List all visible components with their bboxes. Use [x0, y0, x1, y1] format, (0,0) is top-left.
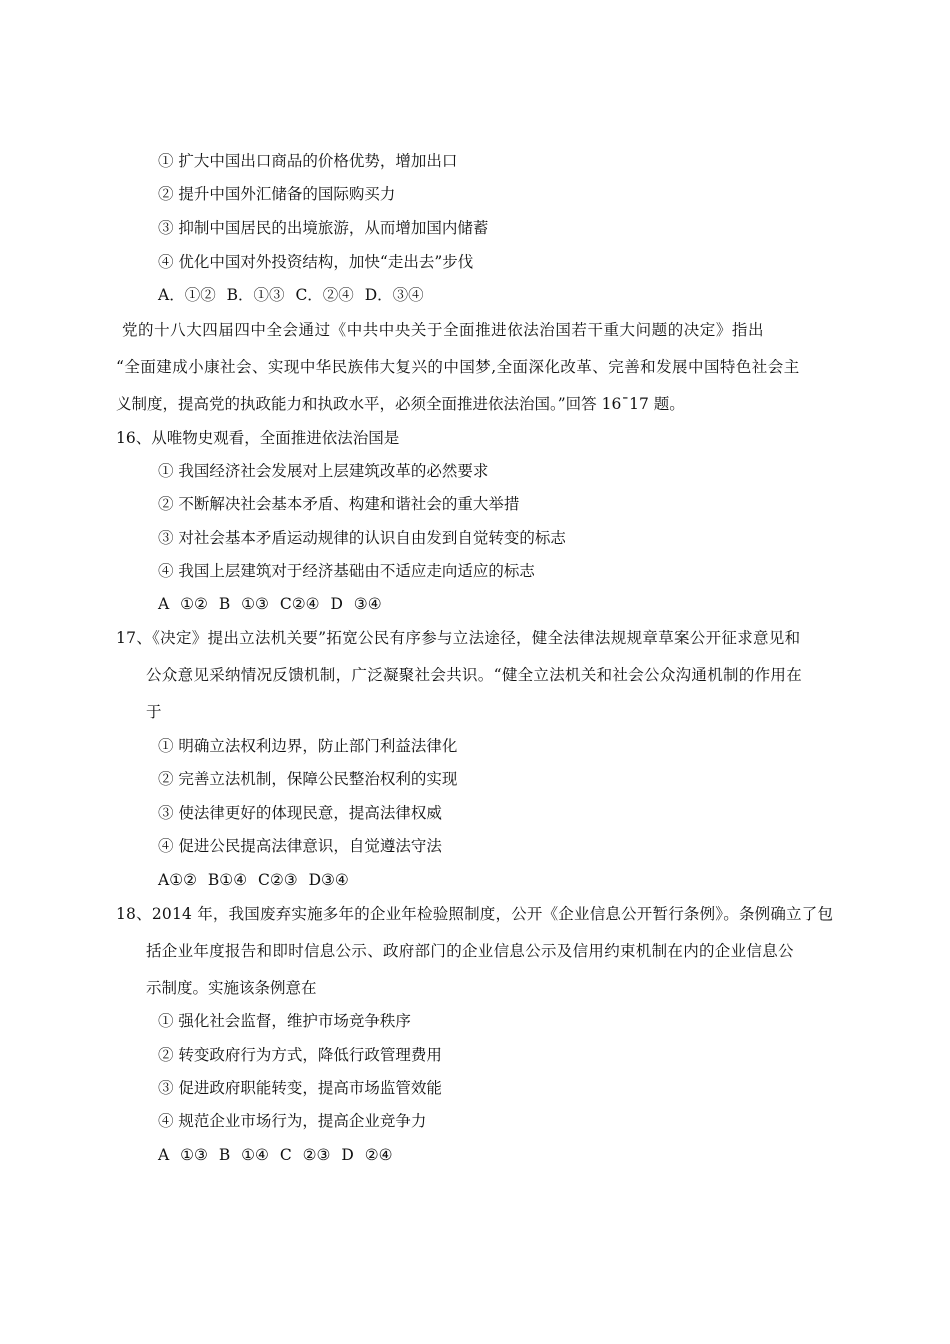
- q16-answer-choices: A ①② B ①③ C②④ D ③④: [158, 595, 382, 613]
- q17-option-2: ② 完善立法机制，保障公民整治权利的实现: [158, 770, 458, 788]
- question-18-stem-line-1: 18、2014 年，我国废弃实施多年的企业年检验照制度，公开《企业信息公开暂行条例》。条例确立了包: [116, 905, 834, 923]
- q17-option-3: ③ 使法律更好的体现民意，提高法律权威: [158, 804, 442, 822]
- option-2: ② 提升中国外汇储备的国际购买力: [158, 185, 396, 203]
- q18-option-4: ④ 规范企业市场行为，提高企业竞争力: [158, 1112, 427, 1130]
- passage-line-1: 党的十八大四届四中全会通过《中共中央关于全面推进依法治国若干重大问题的决定》指出: [122, 321, 765, 339]
- q16-option-4: ④ 我国上层建筑对于经济基础由不适应走向适应的标志: [158, 562, 535, 580]
- passage-line-2: “全面建成小康社会、实现中华民族伟大复兴的中国梦,全面深化改革、完善和发展中国特色社会主: [116, 358, 800, 376]
- q16-option-3: ③ 对社会基本矛盾运动规律的认识自由发到自觉转变的标志: [158, 529, 566, 547]
- question-17-stem-line-3: 于: [146, 703, 162, 721]
- question-16-stem: 16、从唯物史观看，全面推进依法治国是: [116, 429, 400, 447]
- question-17-stem-line-1: 17、《决定》提出立法机关要”拓宽公民有序参与立法途径，健全法律法规规章草案公开征求意见和: [116, 629, 801, 647]
- question-17-stem-line-2: 公众意见采纳情况反馈机制，广泛凝聚社会共识。“健全立法机关和社会公众沟通机制的作用在: [146, 666, 803, 684]
- question-18-stem-line-3: 示制度。实施该条例意在: [146, 979, 317, 997]
- passage-line-3: 义制度，提高党的执政能力和执政水平，必须全面推进依法治国。”回答 16¯17 题。: [116, 395, 685, 413]
- question-18-stem-line-2: 括企业年度报告和即时信息公示、政府部门的企业信息公示及信用约束机制在内的企业信息公: [146, 942, 794, 960]
- q17-option-4: ④ 促进公民提高法律意识，自觉遵法守法: [158, 837, 442, 855]
- answer-choices: A．①② B．①③ C．②④ D．③④: [158, 286, 424, 304]
- q16-option-2: ② 不断解决社会基本矛盾、构建和谐社会的重大举措: [158, 495, 520, 513]
- q18-option-3: ③ 促进政府职能转变，提高市场监管效能: [158, 1079, 442, 1097]
- option-1: ① 扩大中国出口商品的价格优势，增加出口: [158, 152, 458, 170]
- q18-answer-choices: A ①③ B ①④ C ②③ D ②④: [158, 1146, 393, 1164]
- option-3: ③ 抑制中国居民的出境旅游，从而增加国内储蓄: [158, 219, 489, 237]
- option-4: ④ 优化中国对外投资结构，加快“走出去”步伐: [158, 253, 474, 271]
- q17-answer-choices: A①② B①④ C②③ D③④: [158, 871, 349, 889]
- q16-option-1: ① 我国经济社会发展对上层建筑改革的必然要求: [158, 462, 489, 480]
- q18-option-1: ① 强化社会监督，维护市场竞争秩序: [158, 1012, 411, 1030]
- q18-option-2: ② 转变政府行为方式，降低行政管理费用: [158, 1046, 442, 1064]
- q17-option-1: ① 明确立法权利边界，防止部门利益法律化: [158, 737, 458, 755]
